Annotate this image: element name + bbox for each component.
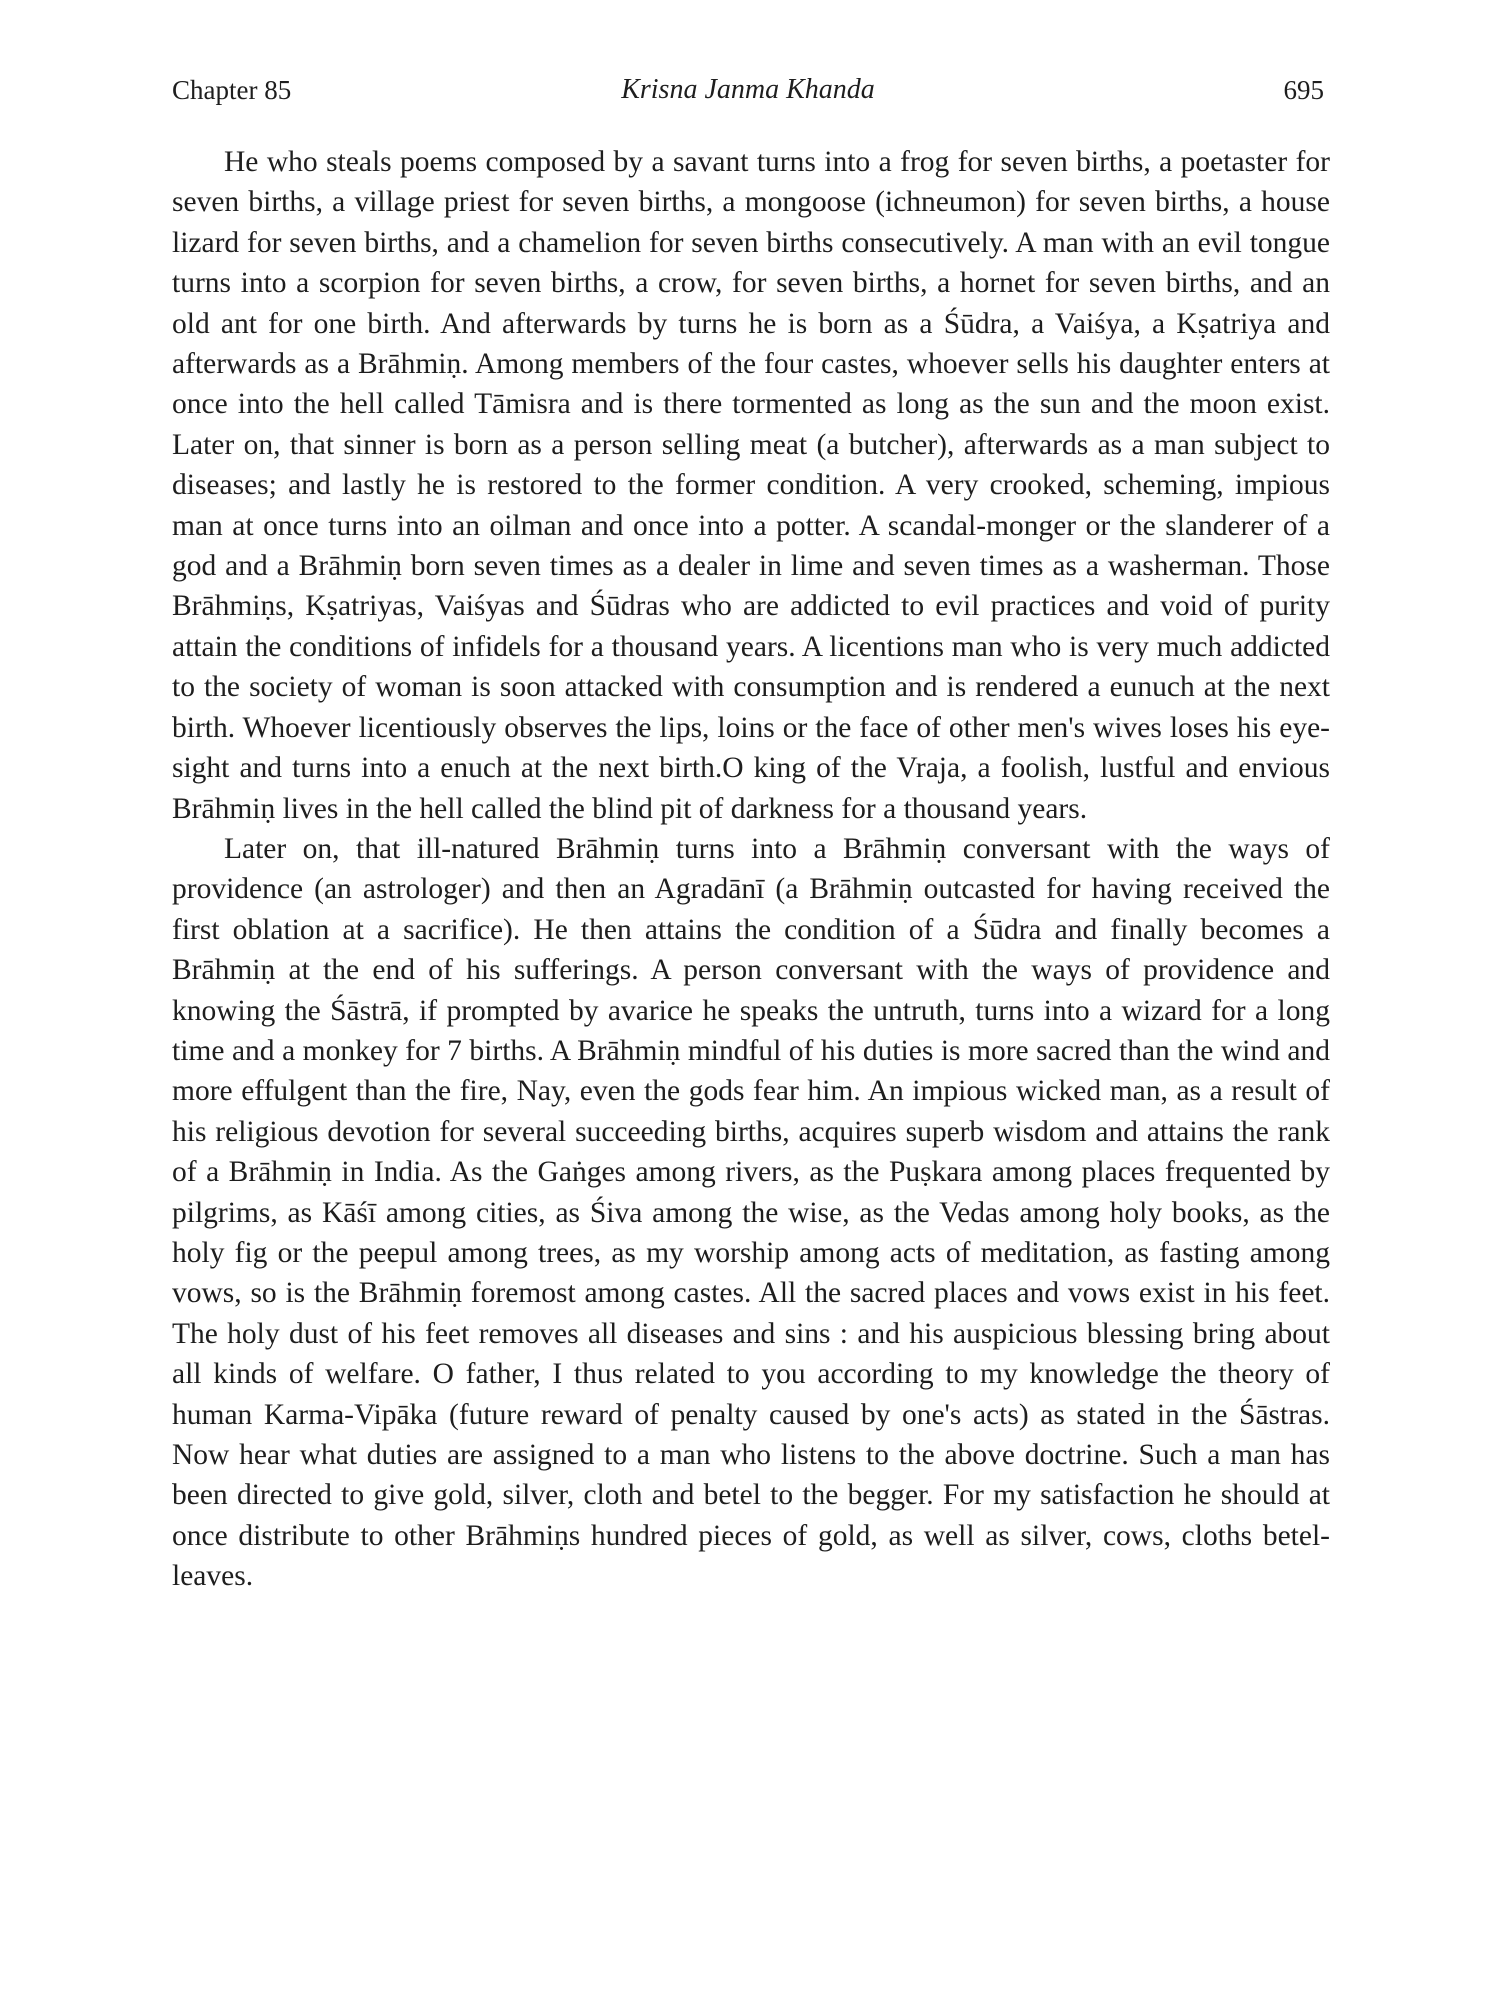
chapter-label: Chapter 85 [172, 75, 292, 105]
page-body [172, 142, 1330, 1597]
paragraph-1: He who steals poems composed by a savant turns into a frog for seven births, a poetaster for seven births, a village priest for seven births, a mongoose (ichneumon) for seven births, a house lizard for seven births, and a chamelion for seven births consecutively. A man with an evil tongue turns into a scorpion for seven births, a crow, for seven births, a hornet for seven births, and an old ant for one birth. And afterwards by turns he is born as a Śūdra, a Vaiśya, a Kṣatriya and afterwards as a Brāhmiṇ. Among members of the four castes, whoever sells his daughter enters at once into the hell called Tāmisra and is there tormented as long as the sun and the moon exist. Later on, that sinner is born as a person selling meat (a butcher), afterwards as a man subject to diseases; and lastly he is restored to the former condition. A very crooked, scheming, impious man at once turns into an oilman and once into a potter. A scandal-monger or the slanderer of a god and a Brāhmiṇ born seven times as a dealer in lime and seven times as a washerman. Those Brāhmiṇs, Kṣatriyas, Vaiśyas and Śūdras who are addicted to evil practices and void of purity attain the conditions of infidels for a thousand years. A licentions man who is very much addicted to the society of woman is soon attacked with consumption and is rendered a eunuch at the next birth. Whoever licentiously observes the lips, loins or the face of other men's wives loses his eye-sight and turns into a enuch at the next birth.O king of the Vraja, a foolish, lustful and envious Brāhmiṇ lives in the hell called the blind pit of darkness for a thousand years. [172, 146, 1330, 825]
page-number: 695 [1283, 75, 1324, 105]
paragraph-2: Later on, that ill-natured Brāhmiṇ turns into a Brāhmiṇ conversant with the ways of providence (an astrologer) and then an Agradānī (a Brāhmiṇ outcasted for having received the first oblation at a sacrifice). He then attains the condition of a Śūdra and finally becomes a Brāhmiṇ at the end of his sufferings. A person conversant with the ways of providence and knowing the Śāstrā, if prompted by avarice he speaks the untruth, turns into a wizard for a long time and a monkey for 7 births. A Brāhmiṇ mindful of his duties is more sacred than the wind and more effulgent than the fire, Nay, even the gods fear him. An impious wicked man, as a result of his religious devotion for several succeeding births, acquires superb wisdom and attains the rank of a Brāhmiṇ in India. As the Gaṅges among rivers, as the Puṣkara among places frequented by pilgrims, as Kāśī among cities, as Śiva among the wise, as the Vedas among holy books, as the holy fig or the peepul among trees, as my worship among acts of meditation, as fasting among vows, so is the Brāhmiṇ foremost among castes. All the sacred places and vows exist in his feet. The holy dust of his feet removes all diseases and sins : and his auspicious blessing bring about all kinds of welfare. O father, I thus related to you according to my knowledge the theory of human Karma-Vipāka (future reward of penalty caused by one's acts) as stated in the Śāstras. Now hear what duties are assigned to a man who listens to the above doctrine. Such a man has been directed to give gold, silver, cloth and betel to the begger. For my satisfaction he should at once distribute to other Brāhmiṇs hundred pieces of gold, as well as silver, cows, cloths betel-leaves. [172, 832, 1330, 1593]
running-title: Krisna Janma Khanda [621, 74, 875, 105]
running-header [172, 68, 1324, 112]
